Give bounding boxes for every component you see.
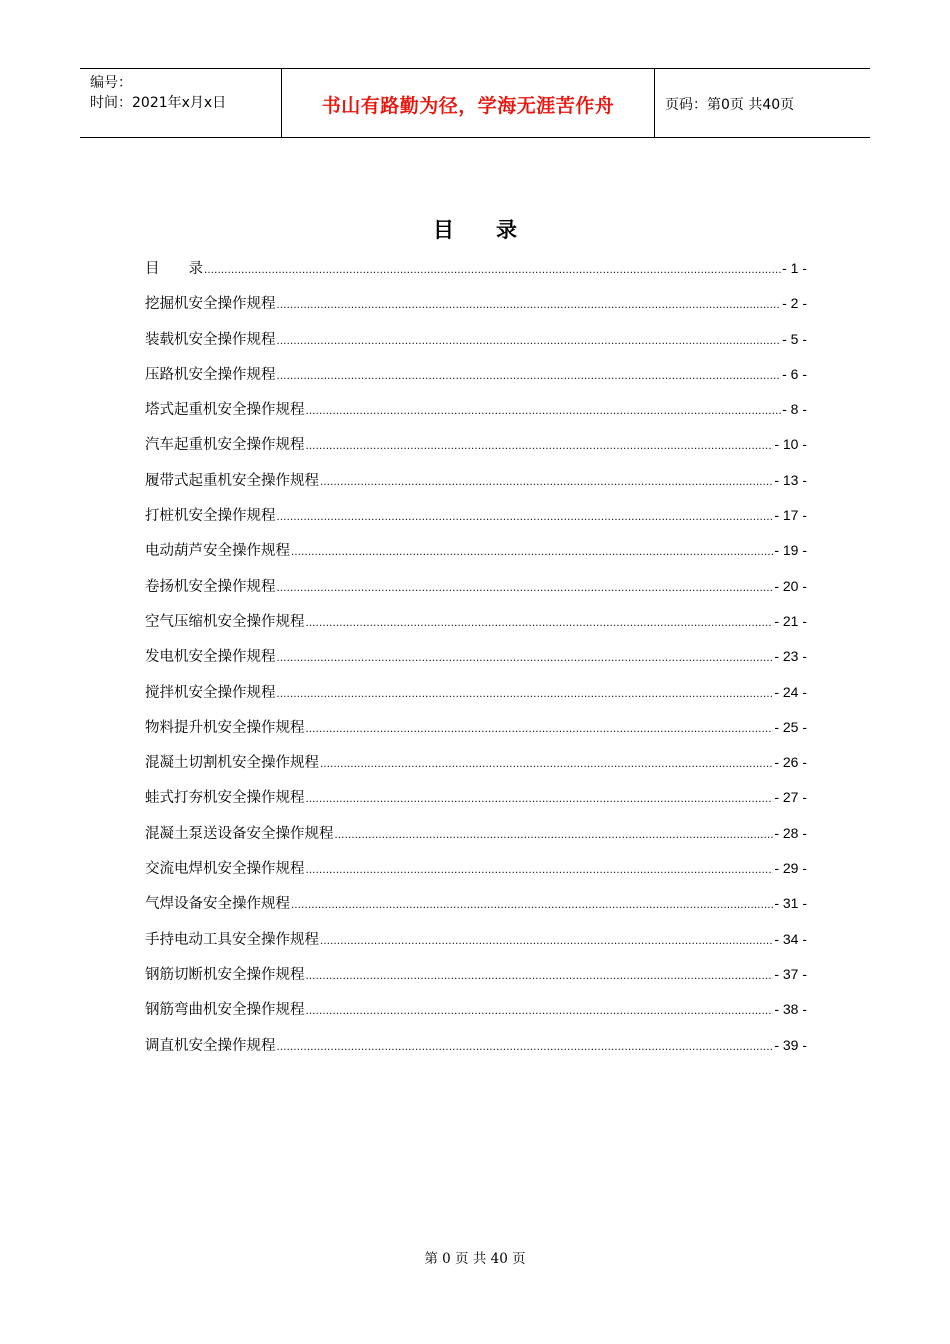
toc-entry-text: 钢筋弯曲机安全操作规程	[145, 1002, 305, 1019]
toc-entry[interactable]	[145, 575, 807, 610]
toc-leader-dots	[306, 618, 774, 629]
toc-entry[interactable]	[145, 716, 807, 751]
toc-entry-text: 目 录	[145, 261, 203, 277]
toc-entry-text: 混凝土切割机安全操作规程	[145, 755, 319, 772]
toc-entry[interactable]	[145, 822, 807, 857]
toc-entry-page: - 38 -	[774, 1001, 807, 1018]
toc-entry[interactable]	[145, 786, 807, 821]
toc-entry[interactable]	[145, 681, 807, 716]
toc-entry-text: 混凝土泵送设备安全操作规程	[145, 825, 334, 842]
toc-leader-dots	[306, 865, 774, 876]
toc-leader-dots	[291, 900, 773, 911]
toc-leader-dots	[277, 583, 774, 594]
toc-entry-page: - 23 -	[774, 648, 807, 665]
toc-entry-page: - 2 -	[782, 295, 807, 312]
toc-leader-dots	[204, 265, 781, 276]
toc-entry-page: - 27 -	[774, 789, 807, 806]
toc-entry[interactable]	[145, 645, 807, 680]
toc-leader-dots	[277, 653, 774, 664]
toc-entry-text: 履带式起重机安全操作规程	[145, 472, 319, 489]
toc-entry-page: - 26 -	[774, 754, 807, 771]
toc-leader-dots	[335, 830, 774, 841]
toc-leader-dots	[306, 406, 782, 417]
toc-entry[interactable]	[145, 998, 807, 1033]
header-meta-cell	[80, 69, 280, 137]
toc-entry-page: - 8 -	[782, 401, 807, 418]
header-page-cell	[655, 69, 870, 137]
toc-entry-text: 物料提升机安全操作规程	[145, 719, 305, 736]
toc-entry-page: - 29 -	[774, 860, 807, 877]
toc-entry-page: - 37 -	[774, 965, 807, 982]
toc-entry-text: 气焊设备安全操作规程	[145, 896, 290, 913]
toc-leader-dots	[277, 336, 782, 347]
toc-entry-page: - 21 -	[774, 612, 807, 629]
toc-entry-page: - 34 -	[774, 930, 807, 947]
toc-entry-text: 空气压缩机安全操作规程	[145, 613, 305, 630]
toc-leader-dots	[291, 547, 773, 558]
toc-entry-text: 塔式起重机安全操作规程	[145, 402, 305, 419]
toc-title: 目 录	[433, 217, 517, 242]
toc-leader-dots	[277, 371, 782, 382]
toc-entry-text: 搅拌机安全操作规程	[145, 684, 276, 701]
toc-entry-page: - 6 -	[782, 365, 807, 382]
toc-entry-page: - 13 -	[774, 471, 807, 488]
toc-entry-page: - 17 -	[774, 507, 807, 524]
toc-entry[interactable]	[145, 257, 807, 292]
toc-leader-dots	[320, 477, 773, 488]
toc-entry-page: - 20 -	[774, 577, 807, 594]
toc-leader-dots	[306, 1006, 774, 1017]
toc-entry[interactable]	[145, 892, 807, 927]
toc-entry[interactable]	[145, 928, 807, 963]
toc-entry-page: - 28 -	[774, 824, 807, 841]
toc-entry[interactable]	[145, 398, 807, 433]
toc-leader-dots	[306, 971, 774, 982]
toc-entry[interactable]	[145, 328, 807, 363]
toc-entry-page: - 5 -	[782, 330, 807, 347]
toc-entry-page: - 1 -	[782, 260, 807, 276]
toc-leader-dots	[277, 512, 774, 523]
toc-entry-text: 挖掘机安全操作规程	[145, 296, 276, 313]
toc-entry-text: 汽车起重机安全操作规程	[145, 437, 305, 454]
toc-entry[interactable]	[145, 1034, 807, 1069]
toc-leader-dots	[320, 936, 773, 947]
toc-entry-text: 装载机安全操作规程	[145, 331, 276, 348]
page-header	[80, 68, 870, 138]
header-motto-cell	[281, 69, 655, 137]
toc-entry-page: - 25 -	[774, 718, 807, 735]
toc-entry[interactable]	[145, 469, 807, 504]
toc-entry-text: 发电机安全操作规程	[145, 649, 276, 666]
toc-entry-page: - 39 -	[774, 1036, 807, 1053]
toc-entry-page: - 24 -	[774, 683, 807, 700]
toc-leader-dots	[277, 300, 782, 311]
table-of-contents	[145, 257, 807, 1069]
toc-leader-dots	[277, 689, 774, 700]
toc-entry-page: - 19 -	[774, 542, 807, 559]
toc-entry[interactable]	[145, 292, 807, 327]
document-date: 时间：2021年x月x日	[90, 95, 227, 111]
toc-entry-page: - 31 -	[774, 895, 807, 912]
page-footer: 第 0 页 共 40 页	[424, 1251, 526, 1267]
toc-entry-text: 调直机安全操作规程	[145, 1037, 276, 1054]
header-page-info: 页码：第0页 共40页	[665, 97, 795, 113]
toc-leader-dots	[306, 794, 774, 805]
header-motto: 书山有路勤为径，学海无涯苦作舟	[321, 95, 615, 117]
toc-entry-text: 交流电焊机安全操作规程	[145, 861, 305, 878]
toc-entry[interactable]	[145, 857, 807, 892]
toc-leader-dots	[277, 1042, 774, 1053]
toc-entry-text: 手持电动工具安全操作规程	[145, 931, 319, 948]
toc-entry-text: 压路机安全操作规程	[145, 366, 276, 383]
toc-entry[interactable]	[145, 610, 807, 645]
toc-entry[interactable]	[145, 539, 807, 574]
toc-entry-text: 打桩机安全操作规程	[145, 508, 276, 525]
toc-leader-dots	[306, 724, 774, 735]
toc-entry[interactable]	[145, 963, 807, 998]
toc-entry[interactable]	[145, 363, 807, 398]
toc-entry[interactable]	[145, 504, 807, 539]
toc-entry-text: 电动葫芦安全操作规程	[145, 543, 290, 560]
toc-entry-text: 钢筋切断机安全操作规程	[145, 966, 305, 983]
toc-leader-dots	[320, 759, 773, 770]
toc-entry[interactable]	[145, 751, 807, 786]
toc-entry[interactable]	[145, 433, 807, 468]
toc-leader-dots	[306, 441, 774, 452]
toc-entry-page: - 10 -	[774, 436, 807, 453]
toc-entry-text: 卷扬机安全操作规程	[145, 578, 276, 595]
document-number-label: 编号：	[90, 75, 132, 91]
toc-entry-text: 蛙式打夯机安全操作规程	[145, 790, 305, 807]
